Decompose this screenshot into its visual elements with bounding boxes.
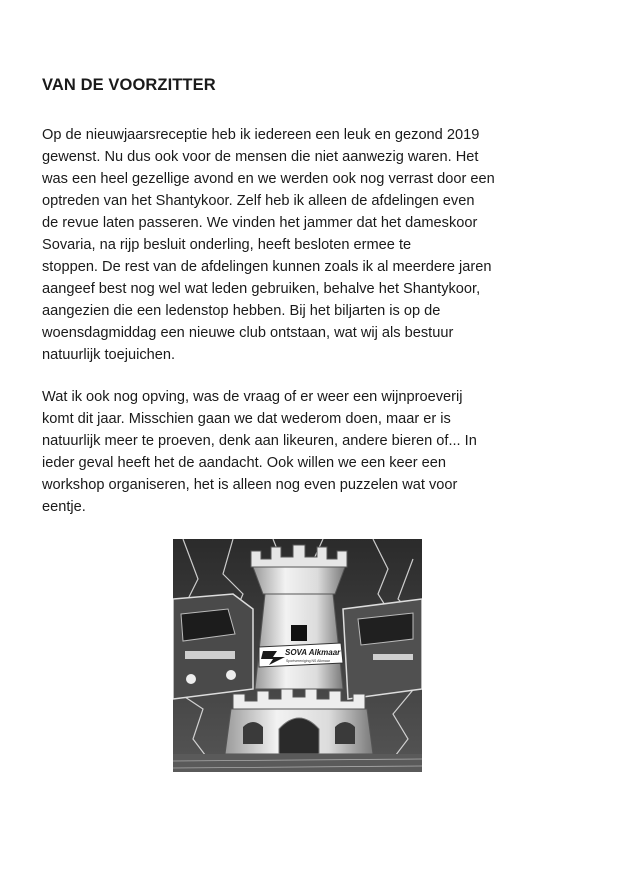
paragraph2-line: ieder geval heeft het de aandacht. Ook willen we een keer een xyxy=(42,455,447,471)
paragraph2-line: eentje. xyxy=(42,499,86,515)
paragraph2-line: natuurlijk meer te proeven, denk aan likeuren, andere bieren of... In xyxy=(42,433,477,449)
paragraph2-line: Wat ik ook nog opving, was de vraag of er weer een wijnproeverij xyxy=(42,389,463,405)
paragraph1-line: gewenst. Nu dus ook voor de mensen die niet aanwezig waren. Het xyxy=(42,149,479,165)
paragraph2-line: komt dit jaar. Misschien gaan we dat wederom doen, maar er is xyxy=(42,411,451,427)
logo-name: SOVA Alkmaar xyxy=(285,648,341,657)
paragraph1-line: woensdagmiddag een nieuwe club ontstaan, wat wij als bestuur xyxy=(42,325,454,341)
paragraph1-line: aangezien die een ledenstop hebben. Bij het biljarten is op de xyxy=(42,303,441,319)
paragraph1-line: optreden van het Shantykoor. Zelf heb ik alleen de afdelingen even xyxy=(42,193,475,209)
page-title: VAN DE VOORZITTER xyxy=(42,76,216,94)
paragraph1-line: was een heel gezellige avond en we werden ook nog verrast door een xyxy=(42,171,495,187)
logo-tagline: Sportvereniging NS Alkmaar xyxy=(286,659,330,663)
paragraph1-line: natuurlijk toejuichen. xyxy=(42,347,176,363)
paragraph2-line: workshop organiseren, het is alleen nog even puzzelen wat voor xyxy=(42,477,458,493)
paragraph1-line: Sovaria, na rijp besluit onderling, heeft besloten ermee te xyxy=(42,237,412,253)
paragraph-2 xyxy=(42,386,562,518)
paragraph1-line: Op de nieuwjaarsreceptie heb ik iedereen een leuk en gezond 2019 xyxy=(42,127,480,143)
paragraph1-line: stoppen. De rest van de afdelingen kunnen zoals ik al meerdere jaren xyxy=(42,259,492,275)
paragraph-1 xyxy=(42,124,562,366)
sova-castle-train-illustration xyxy=(173,539,422,772)
paragraph1-line: de revue laten passeren. We vinden het jammer dat het dameskoor xyxy=(42,215,478,231)
paragraph1-line: aangeef best nog wel wat leden gebruiken, behalve het Shantykoor, xyxy=(42,281,481,297)
